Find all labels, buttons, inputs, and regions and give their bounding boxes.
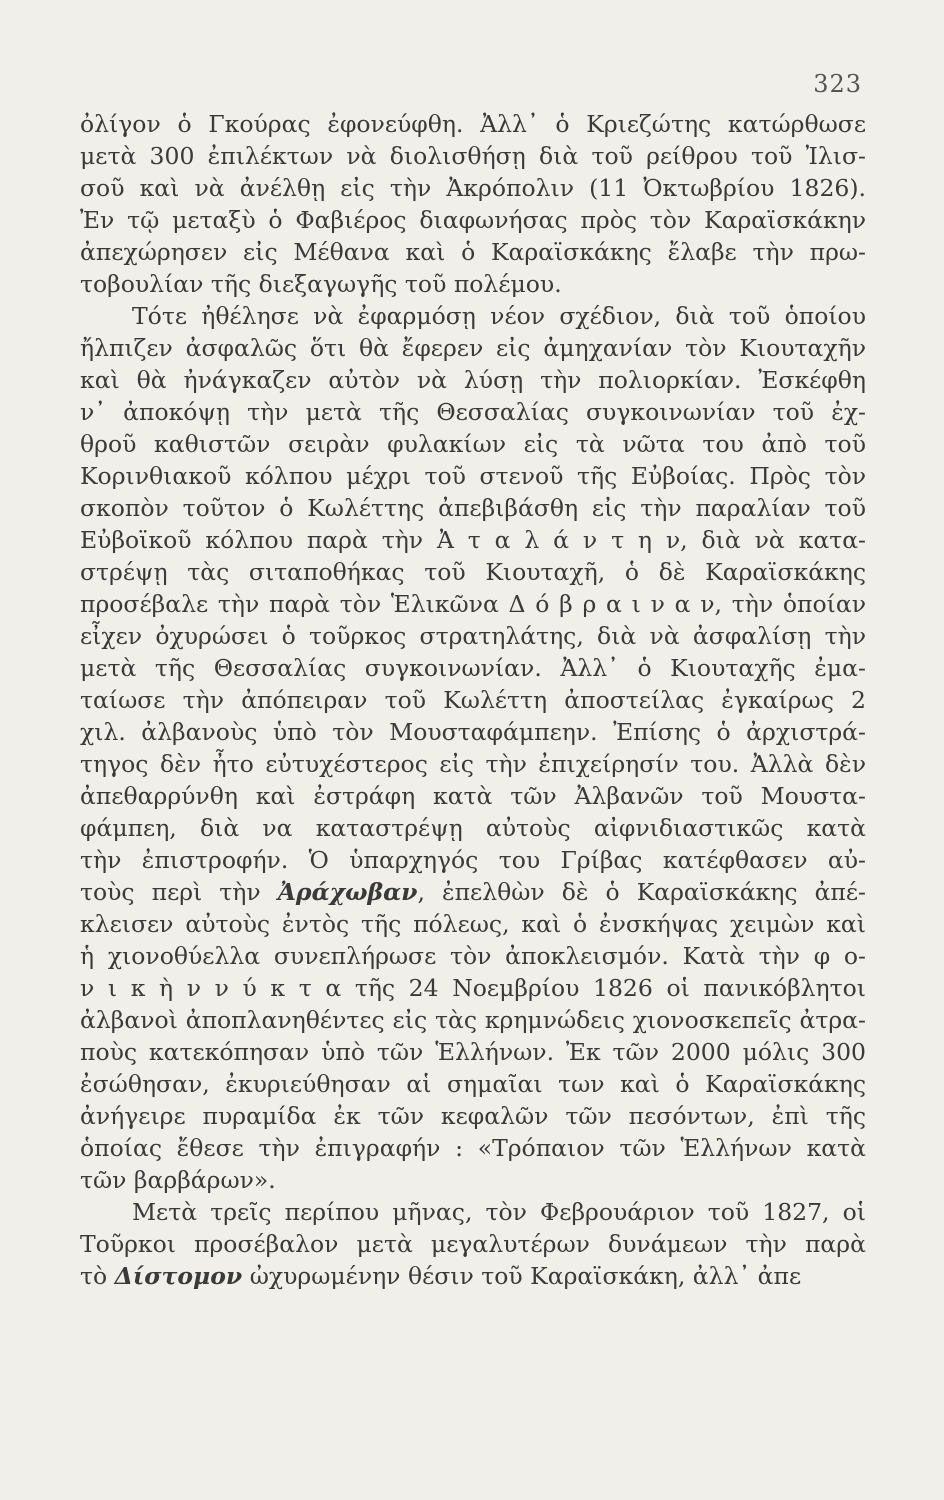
text-line: τὸ Δίστομον ὠχυρωμένην θέσιν τοῦ Καραϊσκάκη, ἀλλ᾽ ἀπε (80, 1262, 802, 1290)
text-line: μετὰ 300 ἐπιλέκτων νὰ διολισθήσῃ διὰ τοῦ ρείθρου τοῦ Ἰλισ- (80, 142, 866, 170)
text-line: ταίωσε τὴν ἀπόπειραν τοῦ Κωλέττη ἀποστείλας ἐγκαίρως 2 (80, 686, 866, 714)
text-line: σκοπὸν τοῦτον ὁ Κωλέττης ἀπεβιβάσθη εἰς τὴν παραλίαν τοῦ (80, 494, 866, 522)
text-line: χιλ. ἀλβανοὺς ὑπὸ τὸν Μουσταφάμπεην. Ἐπίσης ὁ ἀρχιστρά- (80, 718, 866, 746)
text-line: ποὺς κατεκόπησαν ὑπὸ τῶν Ἑλλήνων. Ἐκ τῶν 2000 μόλις 300 (80, 1038, 866, 1066)
text-line: ἡ χιονοθύελλα συνεπλήρωσε τὸν ἀποκλεισμόν. Κατὰ τὴν φ ο- (80, 942, 866, 970)
text-line: Τοῦρκοι προσέβαλον μετὰ μεγαλυτέρων δυνάμεων τὴν παρὰ (80, 1230, 866, 1258)
text-line: τὴν ἐπιστροφήν. Ὁ ὑπαρχηγός του Γρίβας κατέφθασεν αὐ- (80, 846, 866, 874)
emphasized-place-name: Ἀράχωβαν (277, 878, 418, 906)
paragraph (80, 300, 866, 1196)
text-line: στρέψῃ τὰς σιταποθήκας τοῦ Κιουταχῆ, ὁ δὲ Καραϊσκάκης (80, 558, 866, 586)
text-line: ἀνήγειρε πυραμίδα ἐκ τῶν κεφαλῶν τῶν πεσόντων, ἐπὶ τῆς (80, 1102, 866, 1130)
text-line: Ἐν τῷ μεταξὺ ὁ Φαβιέρος διαφωνήσας πρὸς τὸν Καραϊσκάκην (80, 206, 866, 234)
text-line: τῶν βαρβάρων». (80, 1166, 276, 1194)
text-line: ὀλίγον ὁ Γκούρας ἐφονεύφθη. Ἀλλ᾽ ὁ Κριεζώτης κατώρθωσε (80, 110, 866, 138)
text-line: ν᾽ ἀποκόψῃ τὴν μετὰ τῆς Θεσσαλίας συγκοινωνίαν τοῦ ἐχ- (80, 398, 866, 426)
text-line: εἶχεν ὀχυρώσει ὁ τοῦρκος στρατηλάτης, διὰ νὰ ἀσφαλίσῃ τὴν (80, 622, 866, 650)
text-line: καὶ θὰ ἠνάγκαζεν αὐτὸν νὰ λύσῃ τὴν πολιορκίαν. Ἐσκέφθη (80, 366, 866, 394)
text-line: τηγος δὲν ἦτο εὐτυχέστερος εἰς τὴν ἐπιχείρησίν του. Ἀλλὰ δὲν (80, 750, 866, 778)
text-line: τοβουλίαν τῆς διεξαγωγῆς τοῦ πολέμου. (80, 270, 562, 298)
text-line: μετὰ τῆς Θεσσαλίας συγκοινωνίαν. Ἀλλ᾽ ὁ Κιουταχῆς ἐμα- (80, 654, 866, 682)
paragraph (80, 1196, 866, 1292)
body-text (80, 108, 866, 1292)
page-number: 323 (813, 70, 862, 98)
emphasized-place-name: Δίστομον (114, 1262, 243, 1290)
text-line: Τότε ἠθέλησε νὰ ἐφαρμόσῃ νέον σχέδιον, διὰ τοῦ ὁποίου (132, 302, 866, 330)
text-line: Εὐβοϊκοῦ κόλπου παρὰ τὴν Ἀ τ α λ ά ν τ η ν, διὰ νὰ κατα- (80, 526, 866, 554)
text-line: προσέβαλε τὴν παρὰ τὸν Ἑλικῶνα Δ ό β ρ α ι ν α ν, τὴν ὁποίαν (80, 590, 866, 618)
text-line: τοὺς περὶ τὴν Ἀράχωβαν, ἐπελθὼν δὲ ὁ Καραϊσκάκης ἀπέ- (80, 878, 866, 906)
text-line: κλεισεν αὐτοὺς ἐντὸς τῆς πόλεως, καὶ ὁ ἐνσκήψας χειμὼν καὶ (80, 910, 866, 938)
text-line: ἀπεχώρησεν εἰς Μέθανα καὶ ὁ Καραϊσκάκης ἔλαβε τὴν πρω- (80, 238, 866, 266)
text-line: Μετὰ τρεῖς περίπου μῆνας, τὸν Φεβρουάριον τοῦ 1827, οἱ (132, 1198, 866, 1226)
text-line: θροῦ καθιστῶν σειρὰν φυλακίων εἰς τὰ νῶτα του ἀπὸ τοῦ (80, 430, 866, 458)
text-line: ἀπεθαρρύνθη καὶ ἐστράφη κατὰ τῶν Ἀλβανῶν τοῦ Μουστα- (80, 782, 866, 810)
text-line: σοῦ καὶ νὰ ἀνέλθῃ εἰς τὴν Ἀκρόπολιν (11 Ὀκτωβρίου 1826). (80, 174, 866, 202)
text-line: ἤλπιζεν ἀσφαλῶς ὅτι θὰ ἔφερεν εἰς ἀμηχανίαν τὸν Κιουταχῆν (80, 334, 866, 362)
paragraph (80, 108, 866, 300)
text-line: Κορινθιακοῦ κόλπου μέχρι τοῦ στενοῦ τῆς Εὐβοίας. Πρὸς τὸν (80, 462, 866, 490)
text-line: ἀλβανοὶ ἀποπλανηθέντες εἰς τὰς κρημνώδεις χιονοσκεπεῖς ἀτρα- (80, 1006, 866, 1034)
text-line: ὁποίας ἔθεσε τὴν ἐπιγραφήν : «Τρόπαιον τῶν Ἑλλήνων κατὰ (80, 1134, 866, 1162)
text-line: ν ι κ ὴ ν ν ύ κ τ α τῆς 24 Νοεμβρίου 1826 οἱ πανικόβλητοι (80, 974, 866, 1002)
text-line: ἐσώθησαν, ἐκυριεύθησαν αἱ σημαῖαι των καὶ ὁ Καραϊσκάκης (80, 1070, 866, 1098)
text-line: φάμπεη, διὰ να καταστρέψῃ αὐτοὺς αἰφνιδιαστικῶς κατὰ (80, 814, 866, 842)
